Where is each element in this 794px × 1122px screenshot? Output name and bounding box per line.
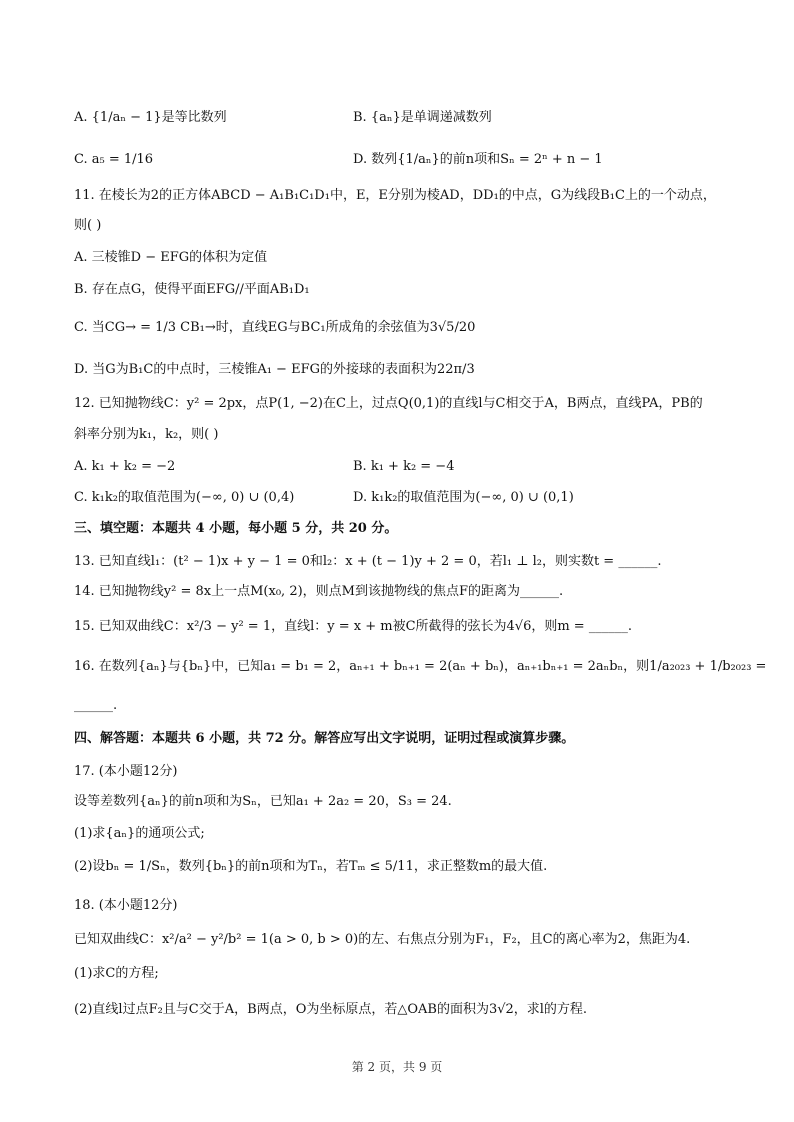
q18-part2: (2)直线l过点F₂且与C交于A，B两点，O为坐标原点，若△OAB的面积为3√2，求l的方程. xyxy=(74,1002,588,1017)
q10-option-b: B. {aₙ}是单调递减数列 xyxy=(353,110,492,125)
q12-option-b: B. k₁ + k₂ = −4 xyxy=(353,459,455,474)
q17-part1: (1)求{aₙ}的通项公式; xyxy=(74,826,205,841)
q14: 14. 已知抛物线y² = 8x上一点M(x₀, 2)，则点M到该抛物线的焦点F的距离为______. xyxy=(74,584,564,599)
q16-line2: ______. xyxy=(74,698,118,713)
q11-option-a: A. 三棱锥D − EFG的体积为定值 xyxy=(74,250,268,265)
q12-option-c: C. k₁k₂的取值范围为(−∞, 0) ∪ (0,4) xyxy=(74,490,295,505)
q12-stem-line1: 12. 已知抛物线C：y² = 2px，点P(1, −2)在C上，过点Q(0,1)的直线l与C相交于A，B两点，直线PA，PB的 xyxy=(74,396,703,411)
q17-part2: (2)设bₙ = 1/Sₙ，数列{bₙ}的前n项和为Tₙ，若Tₘ ≤ 5/11，求正整数m的最大值. xyxy=(74,859,548,874)
q12-option-d: D. k₁k₂的取值范围为(−∞, 0) ∪ (0,1) xyxy=(353,490,574,505)
q11-option-b: B. 存在点G，使得平面EFG//平面AB₁D₁ xyxy=(74,282,310,297)
q18-title: 18. (本小题12分) xyxy=(74,898,178,913)
q10-option-c: C. a₅ = 1/16 xyxy=(74,152,154,167)
q12-stem-line2: 斜率分别为k₁，k₂，则( ) xyxy=(74,427,219,442)
q17-stem: 设等差数列{aₙ}的前n项和为Sₙ，已知a₁ + 2a₂ = 20，S₃ = 24. xyxy=(74,794,452,809)
q15: 15. 已知双曲线C：x²/3 − y² = 1，直线l：y = x + m被C所截得的弦长为4√6，则m = ______. xyxy=(74,619,632,634)
q18-stem: 已知双曲线C：x²/a² − y²/b² = 1(a > 0, b > 0)的左、右焦点分别为F₁，F₂，且C的离心率为2，焦距为4. xyxy=(74,932,691,947)
section-3-heading: 三、填空题：本题共 4 小题，每小题 5 分，共 20 分。 xyxy=(74,521,398,536)
q11-option-d: D. 当G为B₁C的中点时，三棱锥A₁ − EFG的外接球的表面积为22π/3 xyxy=(74,362,475,377)
q10-option-a: A. {1/aₙ − 1}是等比数列 xyxy=(74,110,227,125)
q12-option-a: A. k₁ + k₂ = −2 xyxy=(74,459,176,474)
q13: 13. 已知直线l₁：(t² − 1)x + y − 1 = 0和l₂：x + (t − 1)y + 2 = 0，若l₁ ⊥ l₂，则实数t = ______. xyxy=(74,554,662,569)
q18-part1: (1)求C的方程; xyxy=(74,966,159,981)
section-4-heading: 四、解答题：本题共 6 小题，共 72 分。解答应写出文字说明，证明过程或演算步骤。 xyxy=(74,731,575,746)
q11-stem-line1: 11. 在棱长为2的正方体ABCD − A₁B₁C₁D₁中，E，E分别为棱AD，DD₁的中点，G为线段B₁C上的一个动点， xyxy=(74,188,716,203)
q11-stem-line2: 则( ) xyxy=(74,218,102,233)
q10-option-d: D. 数列{1/aₙ}的前n项和Sₙ = 2ⁿ + n − 1 xyxy=(353,152,603,167)
q16-line1: 16. 在数列{aₙ}与{bₙ}中，已知a₁ = b₁ = 2，aₙ₊₁ + bₙ₊₁ = 2(aₙ + bₙ)，aₙ₊₁bₙ₊₁ = 2aₙbₙ，则1/a₂₀₂₃ + 1/b₂₀₂₃ = xyxy=(74,659,767,674)
q11-option-c: C. 当CG→ = 1/3 CB₁→时，直线EG与BC₁所成角的余弦值为3√5/20 xyxy=(74,320,476,335)
q17-title: 17. (本小题12分) xyxy=(74,764,178,779)
page-footer: 第 2 页，共 9 页 xyxy=(351,1060,443,1074)
